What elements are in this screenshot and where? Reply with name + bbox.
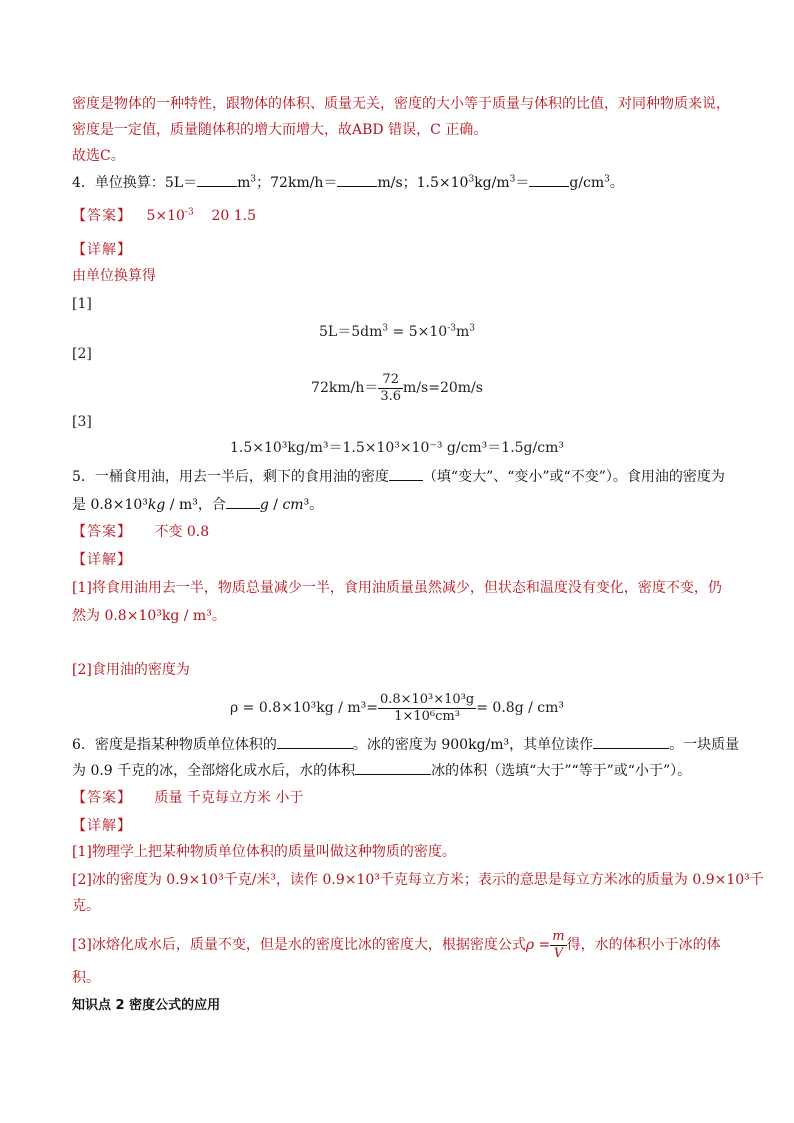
q6-detail-3c: 积。 bbox=[72, 970, 100, 986]
q4-unit-4: g/cm bbox=[569, 175, 605, 191]
q6-detail-tag: 【详解】 bbox=[72, 818, 132, 834]
q4-answer-value: $5\times 10^{-3}$ 20 1.5 bbox=[146, 207, 257, 224]
prev-line-1: 密度是物体的一种特性，跟物体的体积、质量无关，密度的大小等于质量与体积的比值，对同种物质来说， bbox=[72, 96, 730, 112]
q4-eq-2: 72km/h＝ $\frac{72}{3.6}$ m/s=20m/s bbox=[311, 371, 483, 404]
q4-unit-1: m bbox=[237, 175, 251, 191]
q6-answer-value: 质量 千克每立方米 小于 bbox=[154, 790, 304, 806]
q4-unit-2: m/s；1.5×10 bbox=[377, 175, 469, 191]
q4-unit-3: kg/m bbox=[474, 175, 510, 191]
question-6-line-1: 6．密度是指某种物质单位体积的 。冰的密度为 900kg/m³，其单位读作 。一块质量 bbox=[72, 734, 739, 755]
q4-eq-3: 1.5×10³kg/m³＝1.5×10³×10⁻³ g/cm³＝1.5g/cm³ bbox=[230, 440, 564, 456]
q5-eq: ρ = 0.8×10³kg / m³= $\frac{\text{0.8×10³×10³g}}{\text{1×10⁶cm³}}$ = 0.8g / cm³ bbox=[229, 691, 565, 724]
q5-answer-value: 不变 0.8 bbox=[154, 524, 210, 540]
q4-prefix: 4．单位换算：5L＝ bbox=[72, 175, 198, 191]
answer-tag: 【答案】 bbox=[72, 208, 132, 224]
answer-tag: 【答案】 bbox=[72, 790, 132, 806]
section-title: 知识点 2 密度公式的应用 bbox=[72, 998, 221, 1013]
q6-detail-2a: [2]冰的密度为 0.9×10³千克/米³，读作 0.9×10³千克每立方米；表示的意思是每立方米冰的质量为 0.9×10³千 bbox=[72, 872, 764, 888]
question-4: 4．单位换算：$5L= m^3$；72km/h＝ m/s；$1.5\times 10^3kg/m^3= g/cm^3$。 bbox=[72, 172, 624, 193]
q6-detail-2b: 克。 bbox=[72, 898, 100, 914]
q4-step-2: [2] bbox=[72, 346, 92, 362]
q5-detail-2: 然为 0.8×10³kg / m³。 bbox=[72, 608, 226, 624]
q4-end: 。 bbox=[609, 175, 624, 191]
q4-blank-1[interactable] bbox=[197, 172, 237, 187]
question-5-line-2: 是 0.8×10³kg / m³，合 g / cm³。 bbox=[72, 494, 323, 515]
q6-blank-2[interactable] bbox=[593, 734, 669, 749]
q6-detail-3: [3]冰熔化成水后，质量不变，但是水的密度比冰的密度大，根据密度公式ρ = $\frac{m}{V}$ 得，水的体积小于冰的体 bbox=[72, 928, 721, 961]
q6-answer bbox=[72, 788, 303, 808]
prev-line-2: 密度是一定值，质量随体积的增大而增大，故ABD 错误，C 正确。 bbox=[72, 122, 488, 138]
q4-blank-2[interactable] bbox=[337, 172, 377, 187]
prev-line-3: 故选C。 bbox=[72, 148, 125, 164]
q5-answer bbox=[72, 522, 209, 542]
q5-blank-2[interactable] bbox=[226, 494, 260, 509]
q4-answer bbox=[72, 206, 256, 226]
q6-detail-1: [1]物理学上把某种物质单位体积的质量叫做这种物质的密度。 bbox=[72, 844, 456, 860]
q4-eq: ＝ bbox=[515, 175, 530, 191]
q4-mid: ；72km/h＝ bbox=[256, 175, 338, 191]
q6-blank-3[interactable] bbox=[355, 760, 431, 775]
q5-blank-1[interactable] bbox=[389, 466, 423, 481]
q5-detail-3: [2]食用油的密度为 bbox=[72, 662, 190, 678]
q4-step-1: [1] bbox=[72, 296, 92, 312]
q4-step-3: [3] bbox=[72, 414, 92, 430]
q4-detail-tag: 【详解】 bbox=[72, 242, 132, 258]
q5-detail-1: [1]将食用油用去一半，物质总量减少一半，食用油质量虽然减少，但状态和温度没有变化，密度不变，仍 bbox=[72, 580, 722, 596]
q5-detail-tag: 【详解】 bbox=[72, 552, 132, 568]
answer-tag: 【答案】 bbox=[72, 524, 132, 540]
q6-blank-1[interactable] bbox=[277, 734, 353, 749]
question-5-line-1: 5．一桶食用油，用去一半后，剩下的食用油的密度 （填“变大”、“变小”或“不变”）。食用油的密度为 bbox=[72, 466, 725, 487]
q4-detail-intro: 由单位换算得 bbox=[72, 268, 156, 284]
question-6-line-2: 为 0.9 千克的冰，全部熔化成水后，水的体积 冰的体积（选填“大于”“等于”或“小于”）。 bbox=[72, 760, 691, 781]
q4-eq-1: $5L=5dm^3 = 5\times 10^{-3}m^3$ bbox=[319, 323, 475, 340]
q4-blank-3[interactable] bbox=[529, 172, 569, 187]
